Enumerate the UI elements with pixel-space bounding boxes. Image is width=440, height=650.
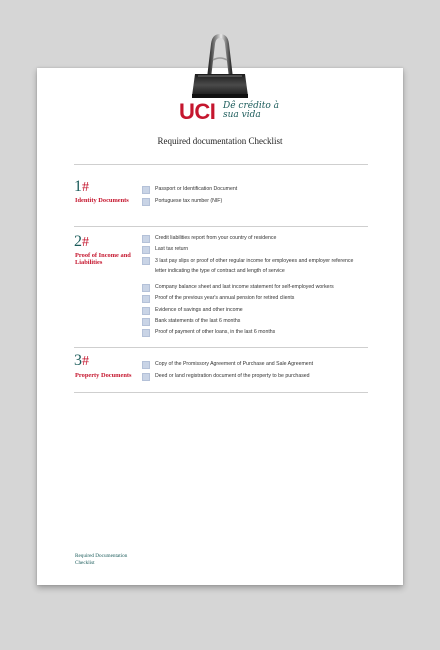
footer-line-2: Checklist <box>75 560 95 566</box>
logo-tagline: Dê crédito à sua vida <box>223 101 279 120</box>
logo-wordmark: UCI <box>179 99 216 124</box>
document-title: Required documentation Checklist <box>157 136 283 146</box>
checkbox[interactable] <box>142 257 150 265</box>
divider <box>74 347 368 348</box>
checklist-item[interactable]: Deed or land registration document of the property to be purchased <box>142 372 372 382</box>
checklist-item[interactable]: Company balance sheet and last income statement for self-employed workers <box>142 283 372 293</box>
checklist-item[interactable]: Last tax return <box>142 245 372 255</box>
checklist-item[interactable]: Credit liabilities report from your country of residence <box>142 234 372 244</box>
checkbox[interactable] <box>142 284 150 292</box>
checklist-item[interactable]: Portuguese tax number (NIF) <box>142 197 372 207</box>
footer-line-1: Required Documentation <box>75 553 128 559</box>
checkbox[interactable] <box>142 235 150 243</box>
checkbox[interactable] <box>142 329 150 337</box>
checklist-item[interactable]: Copy of the Promissory Agreement of Purchase and Sale Agreement <box>142 360 372 370</box>
checkbox[interactable] <box>142 198 150 206</box>
checklist-item[interactable]: Proof of the previous year's annual pension for retired clients <box>142 294 372 304</box>
checkbox[interactable] <box>142 318 150 326</box>
checklist-item[interactable]: Bank statements of the last 6 months <box>142 317 372 327</box>
section-3-title: Property Documents <box>75 372 132 379</box>
checklist-item[interactable]: 3 last pay slips or proof of other regular income for employees and employer reference letter indicating the type of contract and length of service <box>142 256 372 278</box>
checklist-item[interactable]: Proof of payment of other loans, in the last 6 months <box>142 328 372 338</box>
uci-logo <box>179 100 289 130</box>
checkbox[interactable] <box>142 361 150 369</box>
checklist-item[interactable]: Passport or Identification Document <box>142 185 372 195</box>
section-1-number: 1# <box>74 178 89 195</box>
divider <box>74 392 368 393</box>
divider <box>74 164 368 165</box>
divider <box>74 226 368 227</box>
checkbox[interactable] <box>142 186 150 194</box>
checkbox[interactable] <box>142 307 150 315</box>
checkbox[interactable] <box>142 246 150 254</box>
checkbox[interactable] <box>142 295 150 303</box>
section-1-title: Identity Documents <box>75 197 129 204</box>
section-2-title: Proof of Income and Liabilities <box>75 252 131 266</box>
page-footer <box>75 553 127 567</box>
section-3-number: 3# <box>74 352 89 369</box>
checkbox[interactable] <box>142 373 150 381</box>
checklist-item[interactable]: Evidence of savings and other income <box>142 306 372 316</box>
section-2-number: 2# <box>74 233 89 250</box>
